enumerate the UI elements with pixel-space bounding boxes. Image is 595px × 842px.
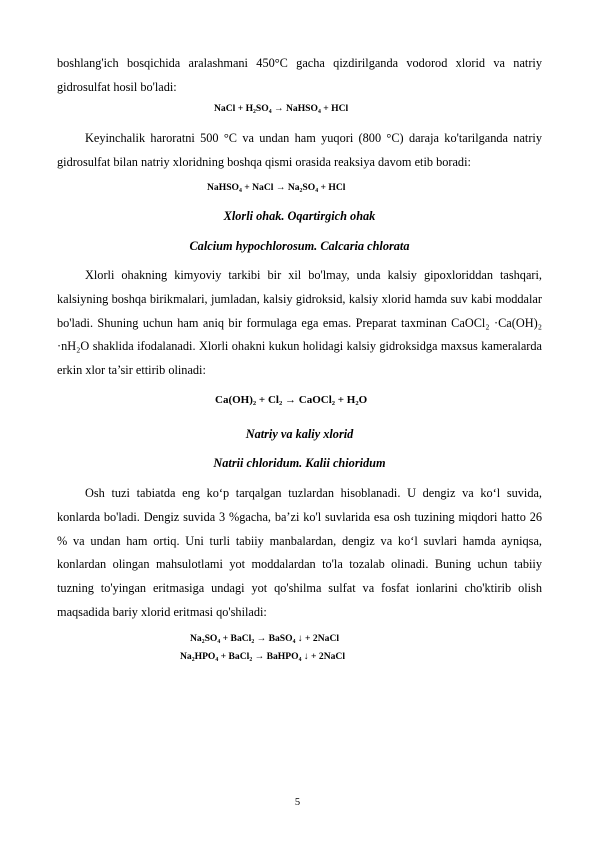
equation-2: NaHSO₄ + NaCl → Na₂SO₄ + HCl bbox=[207, 181, 346, 193]
section-heading-latin-2: Natrii chloridum. Kalii chioridum bbox=[213, 456, 386, 471]
formula-row-3 bbox=[57, 383, 542, 417]
formula-row-2 bbox=[57, 175, 542, 201]
paragraph-3: Xlorli ohakning kimyoviy tarkibi bir xil bo'lmay, unda kalsiy gipoxloriddan tashqari, kalsiyning boshqa birikmalari, jumladan, kalsiy gidroksid, kalsiy xlorid hamda suv kabi moddalar bo'ladi. Shuning uchun ham aniq bir formulaga ega emas. Preparat taxminan CaOCl₂ ·Ca(OH)₂ ·nH₂O shaklida ifodalanadi. Xlorli ohakni kukun holidagi kalsiy gidroksidga maxsus kameralarda erkin xlor ta’sir ettirib olinadi: bbox=[57, 268, 542, 378]
document-page bbox=[57, 52, 542, 664]
equation-1: NaCl + H₂SO₄ → NaHSO₄ + HCl bbox=[214, 103, 349, 115]
formula-row-1 bbox=[57, 99, 542, 125]
formula-block-4 bbox=[57, 624, 542, 664]
section-heading-chlorides: Natriy va kaliy xlorid bbox=[245, 426, 354, 441]
equation-5: Na₂HPO₄ + BaCl₂ → BaHPO₄ ↓ + 2NaCl bbox=[180, 651, 346, 663]
paragraph-2: Keyinchalik haroratni 500 °C va undan ham yuqori (800 °C) daraja ko'tarilganda natriy gidrosulfat bilan natriy xloridning boshqa qismi orasida reaksiya davom etib boradi: bbox=[57, 131, 542, 170]
paragraph-1: boshlang'ich bosqichida aralashmani 450°C gacha qizdirilganda vodorod xlorid va natriy gidrosulfat hosil bo'ladi: bbox=[57, 56, 542, 94]
equation-4: Na₂SO₄ + BaCl₂ → BaSO₄ ↓ + 2NaCl bbox=[190, 633, 340, 645]
page-number: 5 bbox=[294, 797, 301, 808]
equation-3: Ca(OH)₂ + Cl₂ → CaOCl₂ + H₂O bbox=[215, 393, 368, 406]
section-heading-latin-1: Calcium hypochlorosum. Calcaria chlorata bbox=[189, 238, 410, 253]
paragraph-4: Osh tuzi tabiatda eng ko‘p tarqalgan tuzlardan hisoblanadi. U dengiz va ko‘l suvida, konlarda bo'ladi. Dengiz suvida 3 %gacha, ba’zi ko'l suvlarida esa osh tuzining miqdori hatto 26 % va undan ham ortiq. Uni turli tabiiy manbalardan, dengiz va ko‘l suvlari hamda ayniqsa, konlardan olingan mahsulotlami yot moddalardan to'la tozalab olinadi. Buning uchun tabiiy tuzning to'yingan eritmasiga undagi yot qo'shilma sulfat va fosfat ionlarini cho'ktirib olish maqsadida bariy xlorid eritmasi qo'shiladi: bbox=[57, 486, 542, 619]
section-heading-bleaching-powder: Xlorli ohak. Oqartirgich ohak bbox=[223, 208, 376, 223]
